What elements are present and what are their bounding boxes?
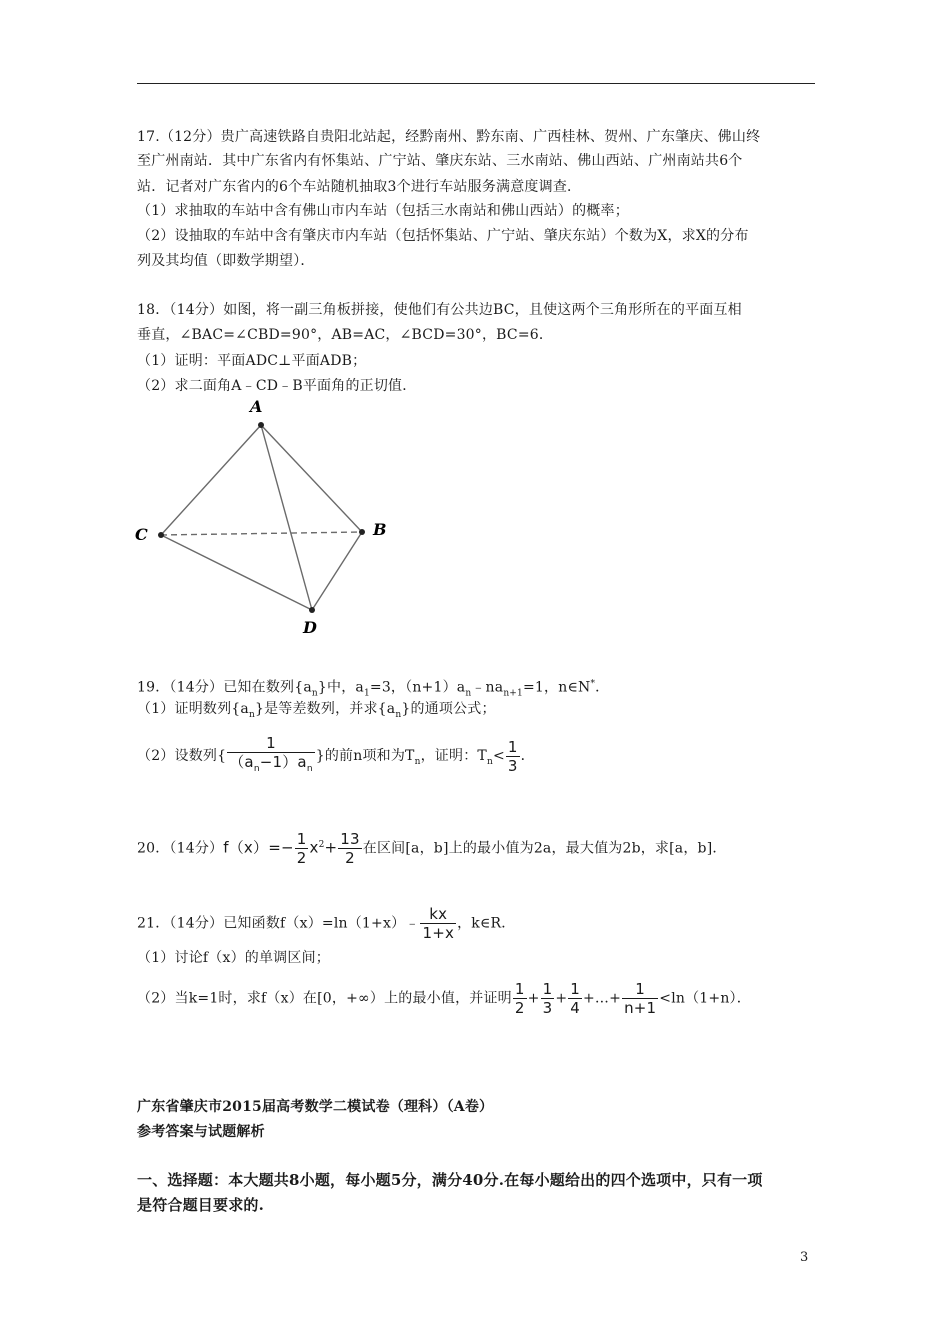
vertex-b	[359, 529, 365, 535]
q17-part2a: （2）设抽取的车站中含有肇庆市内车站（包括怀集站、广宁站、肇庆东站）个数为X，求X的分布	[137, 228, 749, 244]
edge-cd	[161, 535, 312, 610]
section-heading-line2: 是符合题目要求的.	[137, 1196, 265, 1214]
page-number: 3	[800, 1250, 809, 1265]
q20-line: 20．（14分）f（x）=− $\frac{1}{2}$ $x^2+$ $\frac{13}{2}$ 在区间[a，b]上的最小值为2a，最大值为2b，求[a，b]．	[137, 830, 727, 867]
q21-part2: （2）当k=1时，求f（x）在[0，+∞）上的最小值，并证明 $\frac{1}{2}$ + $\frac{1}{3}$ + $\frac{1}{4}$ +…+ $\frac{1}{n+1}$ <ln（1+n）．	[137, 980, 751, 1017]
edge-ac	[161, 425, 261, 535]
q19-rhs-fraction: $\frac{1}{3}$	[507, 737, 518, 775]
vertex-a	[258, 422, 264, 428]
section-heading-line1: 一、选择题：本大题共8小题，每小题5分，满分40分.在每小题给出的四个选项中，只有一项	[137, 1171, 763, 1189]
q18-line2: 垂直，∠BAC=∠CBD=90°，AB=AC，∠BCD=30°，BC=6．	[137, 327, 554, 343]
sum-frac-3: $\frac{1}{4}$	[570, 980, 580, 1017]
q19-part2: （2）设数列{ $\frac{1}{(a_n-1)a_n}$ }的前n项和为$T_n$，证明：$T_n<$ $\frac{1}{3}$ ．	[137, 734, 535, 778]
q17-line3: 站．记者对广东省内的6个车站随机抽取3个进行车站服务满意度调查．	[137, 179, 582, 195]
q21-fraction: $\frac{kx}{1+x}$	[422, 905, 455, 942]
label-a: A	[250, 397, 263, 416]
q17-line2: 至广州南站．其中广东省内有怀集站、广宁站、肇庆东站、三水南站、佛山西站、广州南站共6个	[137, 153, 743, 169]
q17-part2b: 列及其均值（即数学期望）．	[137, 253, 315, 269]
q17-part1: （1）求抽取的车站中含有佛山市内车站（包括三水南站和佛山西站）的概率；	[137, 203, 629, 219]
q19-fraction: $\frac{1}{(a_n-1)a_n}$	[229, 734, 313, 774]
edge-bd	[312, 532, 362, 610]
q20-frac2: $\frac{13}{2}$	[340, 830, 360, 867]
q18-line1: 18．（14分）如图，将一副三角板拼接，使他们有公共边BC，且使这两个三角形所在的平面互相	[137, 302, 742, 318]
vertex-d	[309, 607, 315, 613]
sum-frac-2: $\frac{1}{3}$	[542, 980, 553, 1017]
vertex-c	[158, 532, 164, 538]
tetrahedron-figure	[125, 395, 405, 645]
q21-part1: （1）讨论f（x）的单调区间；	[137, 950, 330, 966]
answer-title: 广东省肇庆市2015届高考数学二模试卷（理科）（A卷）	[137, 1099, 494, 1115]
q21-line1: 21．（14分）已知函数f（x）=ln（1+x）﹣ $\frac{kx}{1+x}$ ，k∈R．	[137, 905, 516, 942]
q17-line1: 17.（12分）贵广高速铁路自贵阳北站起，经黔南州、黔东南、广西桂林、贺州、广东肇庆、佛山终	[137, 129, 761, 145]
q18-part1: （1）证明：平面ADC⊥平面ADB；	[137, 353, 367, 369]
q20-frac1: $\frac{1}{2}$	[296, 830, 307, 867]
q19-line1: 19．（14分）已知在数列$\{a_n\}$中，$a_1=3$，$(n+1)a_n﹣na_{n+1}=1$，n∈N*．	[137, 679, 610, 699]
sum-frac-4: $\frac{1}{n+1}$	[624, 980, 657, 1017]
label-d: D	[303, 618, 317, 637]
q19-part1: （1）证明数列$\{a_n\}$是等差数列，并求$\{a_n\}$的通项公式；	[137, 701, 496, 720]
label-b: B	[373, 520, 387, 539]
header-rule	[137, 83, 815, 84]
edge-cb-dashed	[161, 532, 362, 535]
label-c: C	[135, 525, 148, 544]
q18-part2: （2）求二面角A﹣CD﹣B平面角的正切值．	[137, 378, 417, 394]
sum-frac-1: $\frac{1}{2}$	[514, 980, 525, 1017]
answer-subtitle: 参考答案与试题解析	[137, 1124, 265, 1140]
